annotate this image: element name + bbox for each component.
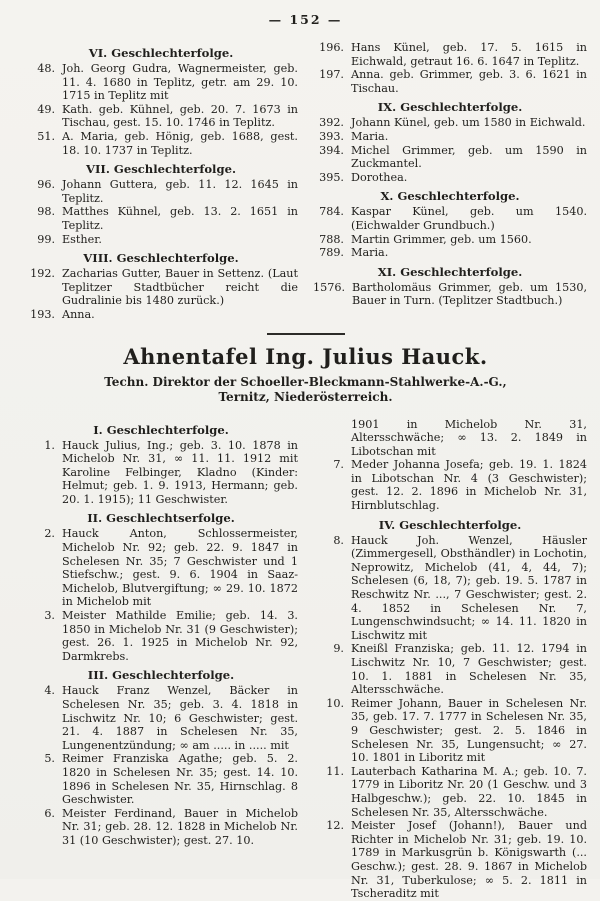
article-right-column	[313, 418, 587, 901]
entry-text: Maria.	[351, 246, 389, 260]
section-heading-viii: VIII. Geschlechterfolge.	[83, 251, 239, 266]
list-item-1576	[313, 281, 587, 308]
entry-text: Hauck Julius, Ing.; geb. 3. 10. 1878 in Michelob Nr. 31, ∞ 11. 11. 1912 mit Karoline Felbinger, Kladno (Kinder: Helmut; geb. 1. 9. 1913, Hermann; geb. 20. 1. 1915); 11 Geschwister.	[62, 438, 298, 506]
entry-number: 788.	[319, 232, 344, 246]
entry-text: Kath. geb. Kühnel, geb. 20. 7. 1673 in Tischau, gest. 15. 10. 1746 in Teplitz.	[62, 102, 298, 130]
entry-number: 51.	[37, 129, 55, 143]
section-heading-i: I. Geschlechterfolge.	[93, 422, 229, 437]
entry-number: 8.	[333, 533, 344, 547]
entry-text: Lauterbach Katharina M. A.; geb. 10. 7. 1779 in Liboritz Nr. 20 (1 Geschw. und 3 Halbgeschw.); geb. 22. 10. 1845 in Schelesen Nr. 35, Altersschwäche.	[351, 764, 587, 819]
list-item-192	[24, 267, 298, 308]
list-item-393	[313, 130, 587, 144]
entry-text: Hans Künel, geb. 17. 5. 1615 in Eichwald, getraut 16. 6. 1647 in Teplitz.	[351, 41, 587, 68]
list-item-10	[313, 697, 587, 765]
entry-text: 1901 in Michelob Nr. 31, Altersschwäche; ∞ 13. 2. 1849 in Libotschan mit	[351, 417, 587, 458]
entry-number: 192.	[30, 267, 55, 281]
entry-number: 394.	[319, 143, 344, 157]
entry-number: 49.	[37, 102, 55, 116]
entry-text: Meister Josef (Johann!), Bauer und Richter in Michelob Nr. 31; geb. 19. 10. 1789 in Markusgrün b. Königswarth (... Geschw.); gest. 28. 9. 1867 in Michelob Nr. 31, Tuberkulose; ∞ 5. 2. 1811 in Tscheraditz mit	[351, 819, 587, 901]
section-heading-vii: VII. Geschlechterfolge.	[86, 162, 236, 177]
section-heading-xi: XI. Geschlechterfolge.	[377, 264, 523, 279]
entry-text: Michel Grimmer, geb. um 1590 in Zuckmantel.	[351, 143, 587, 171]
article-subtitle-line2: Ternitz, Niederösterreich.	[218, 389, 393, 404]
entry-text: Martin Grimmer, geb. um 1560.	[351, 232, 532, 246]
entry-text: Meister Ferdinand, Bauer in Michelob Nr. 31; geb. 28. 12. 1828 in Michelob Nr. 31 (10 Geschwister); gest. 27. 10.	[62, 806, 298, 847]
entry-number: 197.	[319, 68, 344, 82]
top-section	[24, 41, 587, 322]
entry-number: 99.	[37, 232, 55, 246]
list-item-196	[313, 41, 587, 68]
entry-text: Meder Johanna Josefa; geb. 19. 1. 1824 in Libotschan Nr. 4 (3 Geschwister); gest. 12. 2. 1896 in Michelob Nr. 31, Hirnblutschlag.	[351, 458, 587, 513]
entry-text: Esther.	[62, 232, 102, 246]
section-heading-vi: VI. Geschlechterfolge.	[88, 46, 234, 60]
entry-text: Meister Mathilde Emilie; geb. 14. 3. 1850 in Michelob Nr. 31 (9 Geschwister); gest. 26. 1. 1925 in Michelob Nr. 92, Darmkrebs.	[62, 609, 298, 663]
entry-text: Johann Guttera, geb. 11. 12. 1645 in Teplitz.	[62, 178, 298, 205]
list-item-51	[24, 130, 298, 157]
list-item-11	[313, 765, 587, 819]
list-item-1	[24, 439, 298, 507]
entry-text: Anna. geb. Grimmer, geb. 3. 6. 1621 in Tischau.	[351, 68, 587, 95]
list-item-789	[313, 246, 587, 260]
entry-text: Reimer Johann, Bauer in Schelesen Nr. 35, geb. 17. 7. 1777 in Schelesen Nr. 35, 9 Geschwister; gest. 2. 5. 1846 in Schelesen Nr. 35, Lungensucht; ∞ 27. 10. 1801 in Liboritz mit	[351, 696, 587, 765]
entry-number: 784.	[319, 205, 344, 219]
entry-number: 98.	[37, 205, 55, 219]
entry-number-blank	[313, 418, 351, 459]
section-heading-ix: IX. Geschlechterfolge.	[377, 100, 523, 115]
entry-text: Johann Künel, geb. um 1580 in Eichwald.	[351, 116, 586, 130]
entry-number: 393.	[319, 129, 344, 143]
article-section	[24, 418, 587, 901]
entry-number: 2.	[44, 527, 55, 541]
entry-text: Dorothea.	[351, 170, 408, 184]
list-item-8	[313, 534, 587, 643]
entry-number: 96.	[37, 178, 55, 192]
section-heading-iii: III. Geschlechterfolge.	[87, 668, 235, 683]
list-item-193	[24, 308, 298, 322]
list-item-788	[313, 233, 587, 247]
list-item-98	[24, 205, 298, 232]
list-item-394	[313, 144, 587, 171]
entry-number: 392.	[319, 116, 344, 130]
list-item-9	[313, 642, 587, 696]
list-item-96	[24, 178, 298, 205]
list-item-5	[24, 752, 298, 806]
entry-number: 4.	[44, 684, 55, 698]
list-item-7	[313, 458, 587, 512]
list-item-784	[313, 205, 587, 232]
section-heading-iv: IV. Geschlechterfolge.	[378, 517, 522, 532]
entry-number: 1.	[44, 438, 55, 452]
list-item-49	[24, 103, 298, 130]
entry-number: 48.	[37, 62, 55, 75]
entry-number: 12.	[326, 819, 344, 833]
entry-number: 7.	[333, 458, 344, 472]
entry-number: 3.	[44, 609, 55, 623]
entry-text: Zacharias Gutter, Bauer in Settenz. (Laut Teplitzer Stadtbücher reicht die Gudralinie bis 1480 zurück.)	[62, 267, 298, 308]
list-item-6	[24, 807, 298, 848]
entry-text: Kaspar Künel, geb. um 1540. (Eichwalder Grundbuch.)	[351, 205, 587, 232]
list-item-197	[313, 68, 587, 95]
entry-number: 10.	[326, 696, 344, 710]
entry-number: 789.	[319, 246, 344, 260]
page-number: — 152 —	[268, 12, 343, 27]
list-item-395	[313, 171, 587, 185]
entry-number: 9.	[333, 642, 344, 656]
entry-number: 196.	[319, 41, 344, 54]
entry-text: Reimer Franziska Agathe; geb. 5. 2. 1820 in Schelesen Nr. 35; gest. 14. 10. 1896 in Schelesen Nr. 35, Hirnschlag. 8 Geschwister.	[62, 752, 298, 807]
entry-text: Kneißl Franziska; geb. 11. 12. 1794 in Lischwitz Nr. 10, 7 Geschwister; gest. 10. 1. 1881 in Schelesen Nr. 35, Altersschwäche.	[351, 642, 587, 697]
entry-number: 193.	[30, 307, 55, 321]
section-heading-ii: II. Geschlechtserfolge.	[87, 511, 235, 526]
entry-number: 11.	[326, 764, 344, 778]
section-divider	[267, 333, 345, 335]
entry-text: Anna.	[62, 307, 95, 321]
entry-text: Maria.	[351, 129, 389, 143]
article-title: Ahnentafel Ing. Julius Hauck.	[123, 343, 488, 369]
entry-number: 395.	[319, 170, 344, 184]
list-item-4	[24, 684, 298, 752]
top-right-column	[313, 41, 587, 322]
section-heading-x: X. Geschlechterfolge.	[380, 189, 520, 204]
top-left-column	[24, 41, 298, 322]
article-left-column	[24, 418, 298, 901]
list-item-99	[24, 233, 298, 247]
entry-text: A. Maria, geb. Hönig, geb. 1688, gest. 18. 10. 1737 in Teplitz.	[62, 129, 298, 157]
list-item-3	[24, 609, 298, 663]
entry-number: 6.	[44, 806, 55, 820]
list-item-12	[313, 819, 587, 901]
entry-text: Matthes Kühnel, geb. 13. 2. 1651 in Teplitz.	[62, 205, 298, 232]
entry-text: Joh. Georg Gudra, Wagnermeister, geb. 11. 4. 1680 in Teplitz, getr. am 29. 10. 1715 in Teplitz mit	[62, 62, 298, 103]
article-subtitle-line1: Techn. Direktor der Schoeller-Bleckmann-Stahlwerke-A.-G.,	[104, 374, 507, 389]
entry-number: 1576.	[313, 280, 346, 294]
entry-number: 5.	[44, 752, 55, 766]
entry-text: Bartholomäus Grimmer, geb. um 1530, Bauer in Turn. (Teplitzer Stadtbuch.)	[352, 280, 587, 308]
entry-text: Hauck Joh. Wenzel, Häusler (Zimmergesell, Obsthändler) in Lochotin, Neprowitz, Michelob (41, 4, 44, 7); Schelesen (6, 18, 7); geb. 19. 5. 1787 in Reschwitz Nr. ..., 7 Geschwister; gest. 2. 4. 1852 in Schelesen Nr. 7, Lungenschwindsucht; ∞ 14. 11. 1820 in Lischwitz mit	[351, 533, 587, 642]
list-item-2	[24, 527, 298, 609]
list-item-392	[313, 116, 587, 130]
entry-text: Hauck Franz Wenzel, Bäcker in Schelesen Nr. 35; geb. 3. 4. 1818 in Lischwitz Nr. 10; 6 Geschwister; gest. 21. 4. 1887 in Schelesen Nr. 35, Lungenentzündung; ∞ am ..... in ..... mit	[62, 684, 298, 752]
list-item-48	[24, 62, 298, 103]
list-item-6-continuation	[313, 418, 587, 459]
entry-text: Hauck Anton, Schlossermeister, Michelob Nr. 92; geb. 22. 9. 1847 in Schelesen Nr. 35; 7 Geschwister und 1 Stiefschw.; gest. 9. 6. 1904 in Saaz-Michelob, Blutvergiftung; ∞ 29. 10. 1872 in Michelob mit	[62, 527, 298, 609]
